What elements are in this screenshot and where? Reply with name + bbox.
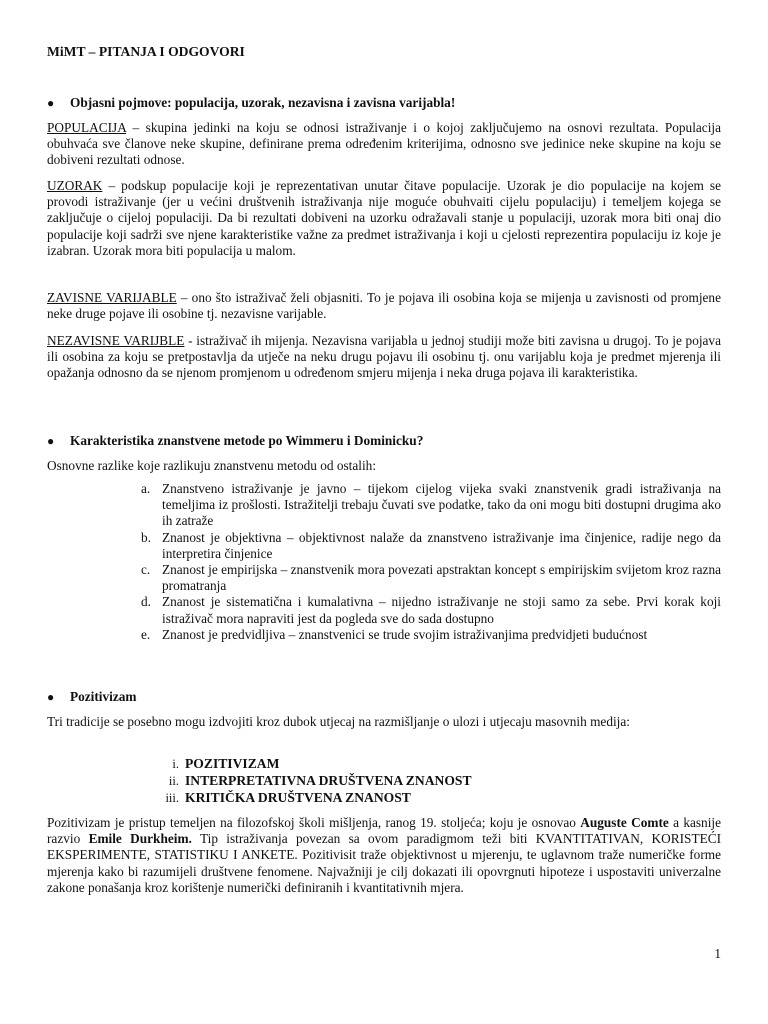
- list-item-text: Znanost je sistematična i kumalativna – nijedno istraživanje ne stoji samo za sebe. Prvi korak koji istraživač mora napraviti jest da pogleda sve do sada dostupno: [162, 594, 721, 626]
- list-item: [141, 530, 721, 562]
- definition-populacija: – skupina jedinki na koju se odnosi istraživanje i o kojoj zaključujemo na osnovi rezultata. Populacija obuhvaća sve članove neke skupine, definirane prema određenim kriterijima, odnosno sve jedinice neke skupine na koju se dobiveni rezultati odnose.: [47, 120, 721, 168]
- question-heading-3: [47, 689, 721, 705]
- list-item: [141, 562, 721, 594]
- term-uzorak: UZORAK: [47, 178, 103, 193]
- paragraph-zavisne-varijable: [47, 290, 721, 322]
- list-item: [141, 481, 721, 530]
- term-nezavisne-varijable: NEZAVISNE VARIJBLE: [47, 333, 185, 348]
- list-marker: c.: [141, 562, 151, 578]
- list-marker: iii.: [165, 791, 179, 805]
- list-marker: d.: [141, 594, 151, 610]
- list-item-text: KRITIČKA DRUŠTVENA ZNANOST: [185, 790, 411, 805]
- list-item-text: INTERPRETATIVNA DRUŠTVENA ZNANOST: [185, 773, 472, 788]
- question-heading-1: [47, 95, 721, 111]
- definition-uzorak: – podskup populacije koji je reprezentativan unutar čitave populacije. Uzorak je dio populacije na kojem se provodi istraživanje (jer u većini društvenih istraživanja nije moguće obuhvaiti cijelu populaciju) i temeljem kojega se zaključuje o cijeloj populaciji. Da bi rezultati dobiveni na uzorku odražavali stanje u populaciji, uzorak mora biti onaj dio populacije koji sadrži sve njene karakteristike važne za predmet istraživanja i koji u cjelosti reprezentira populaciju iz koje je izabran. Uzorak mora biti populacija u malom.: [47, 178, 721, 258]
- question-text: Karakteristika znanstvene metode po Wimmeru i Dominicku?: [70, 433, 424, 448]
- page-number: 1: [714, 946, 721, 961]
- bullet-icon: ●: [47, 434, 55, 448]
- list-item: [141, 594, 721, 626]
- characteristics-list: [141, 481, 721, 643]
- paragraph-pozitivizam: [47, 815, 721, 896]
- bullet-icon: ●: [47, 96, 55, 110]
- definition-zavisne-varijable: – ono što istraživač želi objasniti. To je pojava ili osobina koja se mijenja u zavisnosti od promjene neke druge pojave ili osobine tj. nezavisne varijable.: [47, 290, 721, 322]
- paragraph-populacija: [47, 120, 721, 169]
- list-item: [141, 627, 721, 643]
- question-text: Objasni pojmove: populacija, uzorak, nezavisna i zavisna varijabla!: [70, 95, 456, 110]
- term-zavisne-varijable: ZAVISNE VARIJABLE: [47, 290, 177, 305]
- list-item-text: Znanost je objektivna – objektivnost nalaže da znanstveno istraživanje ima činjenice, radije nego da interpretira činjenice: [162, 529, 721, 561]
- traditions-list: [145, 756, 645, 807]
- list-item-text: Znanost je predvidljiva – znanstvenici se trude svojim istraživanjima predvidjeti budućnost: [162, 626, 648, 642]
- list-item-text: POZITIVIZAM: [185, 756, 280, 771]
- list-item-text: Znanstveno istraživanje je javno – tijekom cijelog vijeka svaki znanstvenik gradi istraživanja na temeljima iz prošlosti. Istražitelji trebaju čuvati sve podatke, tako da oni mogu biti dostupni drugima ako ih zatraže: [162, 481, 721, 529]
- term-populacija: POPULACIJA: [47, 120, 127, 135]
- paragraph-text: a kasnije razvio: [47, 815, 721, 847]
- question-heading-2: [47, 433, 721, 449]
- paragraph-text: Pozitivizam je pristup temeljen na filozofskoj školi mišljenja, ranog 19. stoljeća; koju je osnovao: [47, 815, 581, 830]
- list-item-text: Znanost je empirijska – znanstvenik mora povezati apstraktan koncept s empirijskim svijetom kroz razna promatranja: [162, 562, 721, 594]
- bullet-icon: ●: [47, 690, 55, 704]
- list-item: [145, 773, 645, 790]
- list-marker: i.: [172, 757, 179, 771]
- list-marker: e.: [141, 626, 151, 642]
- definition-nezavisne-varijable: - istraživač ih mijenja. Nezavisna varijabla u jednoj studiji može biti zavisna u drugoj. To je pojava ili osobina za koju se pretpostavlja da utječe na neku drugu pojavu ili osobinu tj. onu varijablu koja je predmet mjerenja ili opažanja odnosno da se njenom promjenom u određenom smjeru mijenja i neka druga pojava ili karakteristika.: [47, 333, 721, 381]
- list-marker: a.: [141, 481, 151, 496]
- paragraph-text: Tip istraživanja povezan sa ovom paradigmom teži biti KVANTITATIVAN, KORISTEĆI EKSPERIMENTE, STATISTIKU I ANKETE. Pozitivisit traže objektivnost u mjerenju, te uglavnom traže numeričke forme mjerenja kako bi razumijeli društvene fenomene. Najvažniji je cilj dokazati ili opovrgnuti hipoteze i uspostaviti univerzalne zakone ponašanja kroz korištenje numerički definiranih i kvantitativnih mjera.: [47, 831, 721, 895]
- person-name: Auguste Comte: [580, 815, 669, 830]
- paragraph-uzorak: [47, 178, 721, 259]
- person-name: Emile Durkheim.: [88, 831, 192, 847]
- document-title: MiMT – PITANJA I ODGOVORI: [47, 44, 245, 59]
- list-item: [145, 756, 645, 773]
- section2-intro: Osnovne razlike koje razlikuju znanstvenu metodu od ostalih:: [47, 458, 377, 473]
- question-text: Pozitivizam: [70, 689, 137, 704]
- section3-intro: Tri tradicije se posebno mogu izdvojiti kroz dubok utjecaj na razmišljanje o ulozi i utjecaju masovnih medija:: [47, 714, 630, 729]
- list-marker: b.: [141, 529, 151, 545]
- list-marker: ii.: [168, 774, 179, 788]
- list-item: [145, 790, 645, 807]
- paragraph-nezavisne-varijable: [47, 333, 721, 382]
